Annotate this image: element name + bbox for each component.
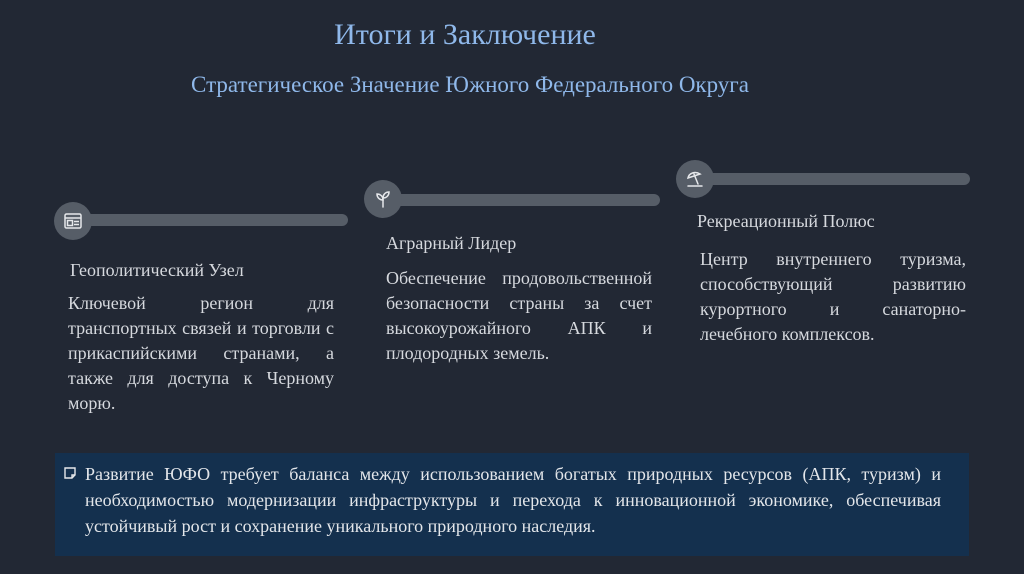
card-1-icon-badge — [54, 202, 92, 240]
card-1-bar — [62, 214, 348, 226]
card-1-title: Геополитический Узел — [70, 260, 244, 280]
note-bullet-icon — [63, 466, 77, 480]
window-icon — [63, 211, 83, 231]
card-2-text: Обеспечение продовольственной безопасности страны за счет высокоурожайного АПК и плодородных земель. — [386, 268, 652, 363]
card-2-title: Аграрный Лидер — [386, 233, 517, 253]
conclusion-box — [55, 453, 969, 556]
card-2-icon-badge — [364, 180, 402, 218]
page-subtitle: Стратегическое Значение Южного Федерального Округа — [191, 72, 749, 97]
card-2-bar — [374, 194, 660, 206]
conclusion-text: Развитие ЮФО требует баланса между использованием богатых природных ресурсов (АПК, туризм) и необходимостью модернизации инфраструктуры и перехода к инновационной экономике, обеспечивая устойчивый рост и сохранение уникального природного наследия. — [85, 464, 941, 536]
card-3-icon-badge — [676, 160, 714, 198]
card-3-bar — [686, 173, 970, 185]
card-3-text: Центр внутреннего туризма, способствующий развитию курортного и санаторно-лечебного комплексов. — [700, 249, 966, 344]
page-title: Итоги и Заключение — [334, 18, 596, 51]
card-1-text: Ключевой регион для транспортных связей и торговли с прикаспийскими странами, а также для доступа к Черному морю. — [68, 293, 334, 413]
card-3-title: Рекреационный Полюс — [697, 211, 875, 231]
sprout-icon — [373, 189, 393, 209]
beach-umbrella-icon — [685, 169, 705, 189]
